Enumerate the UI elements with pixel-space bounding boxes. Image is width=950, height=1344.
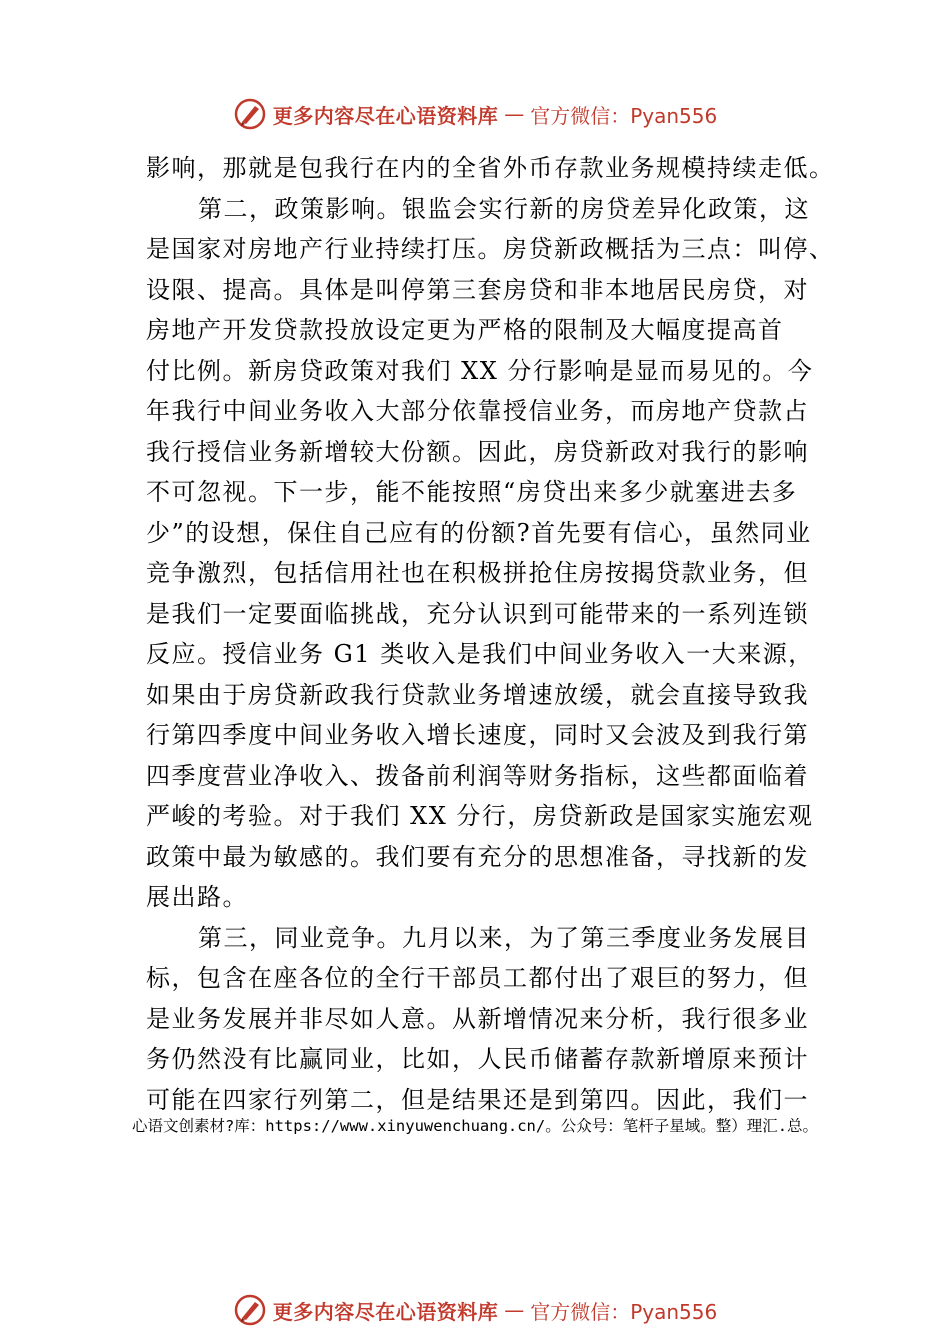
- text-line: 不可忽视。下一步，能不能按照“房贷出来多少就塞进去多: [146, 478, 798, 506]
- banner-separator: —: [504, 1298, 525, 1322]
- text-line: 标，包含在座各位的全行干部员工都付出了艰巨的努力，但: [146, 964, 809, 992]
- text-line: 付比例。新房贷政策对我们 XX 分行影响是显而易见的。今: [146, 356, 814, 385]
- text-line: 展出路。: [146, 883, 248, 911]
- text-line: 反应。授信业务 G1 类收入是我们中间业务收入一大来源，: [146, 640, 814, 668]
- text-line: 是国家对房地产行业持续打压。房贷新政概括为三点：叫停、: [146, 235, 835, 263]
- text-line: 年我行中间业务收入大部分依靠授信业务，而房地产贷款占: [146, 397, 809, 425]
- text-line: 设限、提高。具体是叫停第三套房贷和非本地居民房贷，对: [146, 275, 809, 304]
- banner-title: 更多内容尽在心语资料库: [272, 103, 499, 128]
- footnote: 心语文创素材?库：https://www.xinyuwenchuang.cn/。公众号：笔杆子星域。整）理汇.总。: [131, 1117, 819, 1135]
- text-line: 可能在四家行列第二，但是结果还是到第四。因此，我们一: [146, 1085, 809, 1114]
- text-line: 我行授信业务新增较大份额。因此，房贷新政对我行的影响: [146, 437, 809, 466]
- text-line: 影响，那就是包我行在内的全省外币存款业务规模持续走低。: [146, 154, 835, 182]
- footer-banner: [0, 1290, 950, 1330]
- banner-separator: —: [504, 102, 525, 126]
- pen-circle-logo-icon: [233, 1293, 267, 1327]
- text-line: 政策中最为敏感的。我们要有充分的思想准备，寻找新的发: [146, 842, 809, 871]
- text-line: 竞争激烈，包括信用社也在积极拼抢住房按揭贷款业务，但: [146, 559, 809, 587]
- text-line: 四季度营业净收入、拨备前利润等财务指标，这些都面临着: [146, 761, 809, 790]
- text-line: 务仍然没有比赢同业，比如，人民币储蓄存款新增原来预计: [146, 1045, 809, 1073]
- text-line: 如果由于房贷新政我行贷款业务增速放缓，就会直接导致我: [146, 680, 809, 709]
- pen-circle-logo-icon: [233, 97, 267, 131]
- text-line: 第二，政策影响。银监会实行新的房贷差异化政策，这: [198, 194, 810, 223]
- text-line: 房地产开发贷款投放设定更为严格的限制及大幅度提高首: [146, 316, 784, 344]
- banner-wechat: 官方微信：Pyan556: [530, 103, 718, 128]
- header-banner: [0, 94, 950, 134]
- text-line: 行第四季度中间业务收入增长速度，同时又会波及到我行第: [146, 721, 809, 749]
- text-line: 第三，同业竞争。九月以来，为了第三季度业务发展目: [198, 923, 810, 952]
- text-line: 是业务发展并非尽如人意。从新增情况来分析，我行很多业: [146, 1004, 809, 1033]
- banner-wechat: 官方微信：Pyan556: [530, 1299, 718, 1324]
- text-line: 少”的设想，保住自己应有的份额?首先要有信心，虽然同业: [146, 518, 812, 547]
- text-line: 严峻的考验。对于我们 XX 分行，房贷新政是国家实施宏观: [146, 802, 814, 830]
- banner-title: 更多内容尽在心语资料库: [272, 1299, 499, 1324]
- document-body: [146, 148, 835, 1120]
- text-line: 是我们一定要面临挑战，充分认识到可能带来的一系列连锁: [146, 599, 809, 628]
